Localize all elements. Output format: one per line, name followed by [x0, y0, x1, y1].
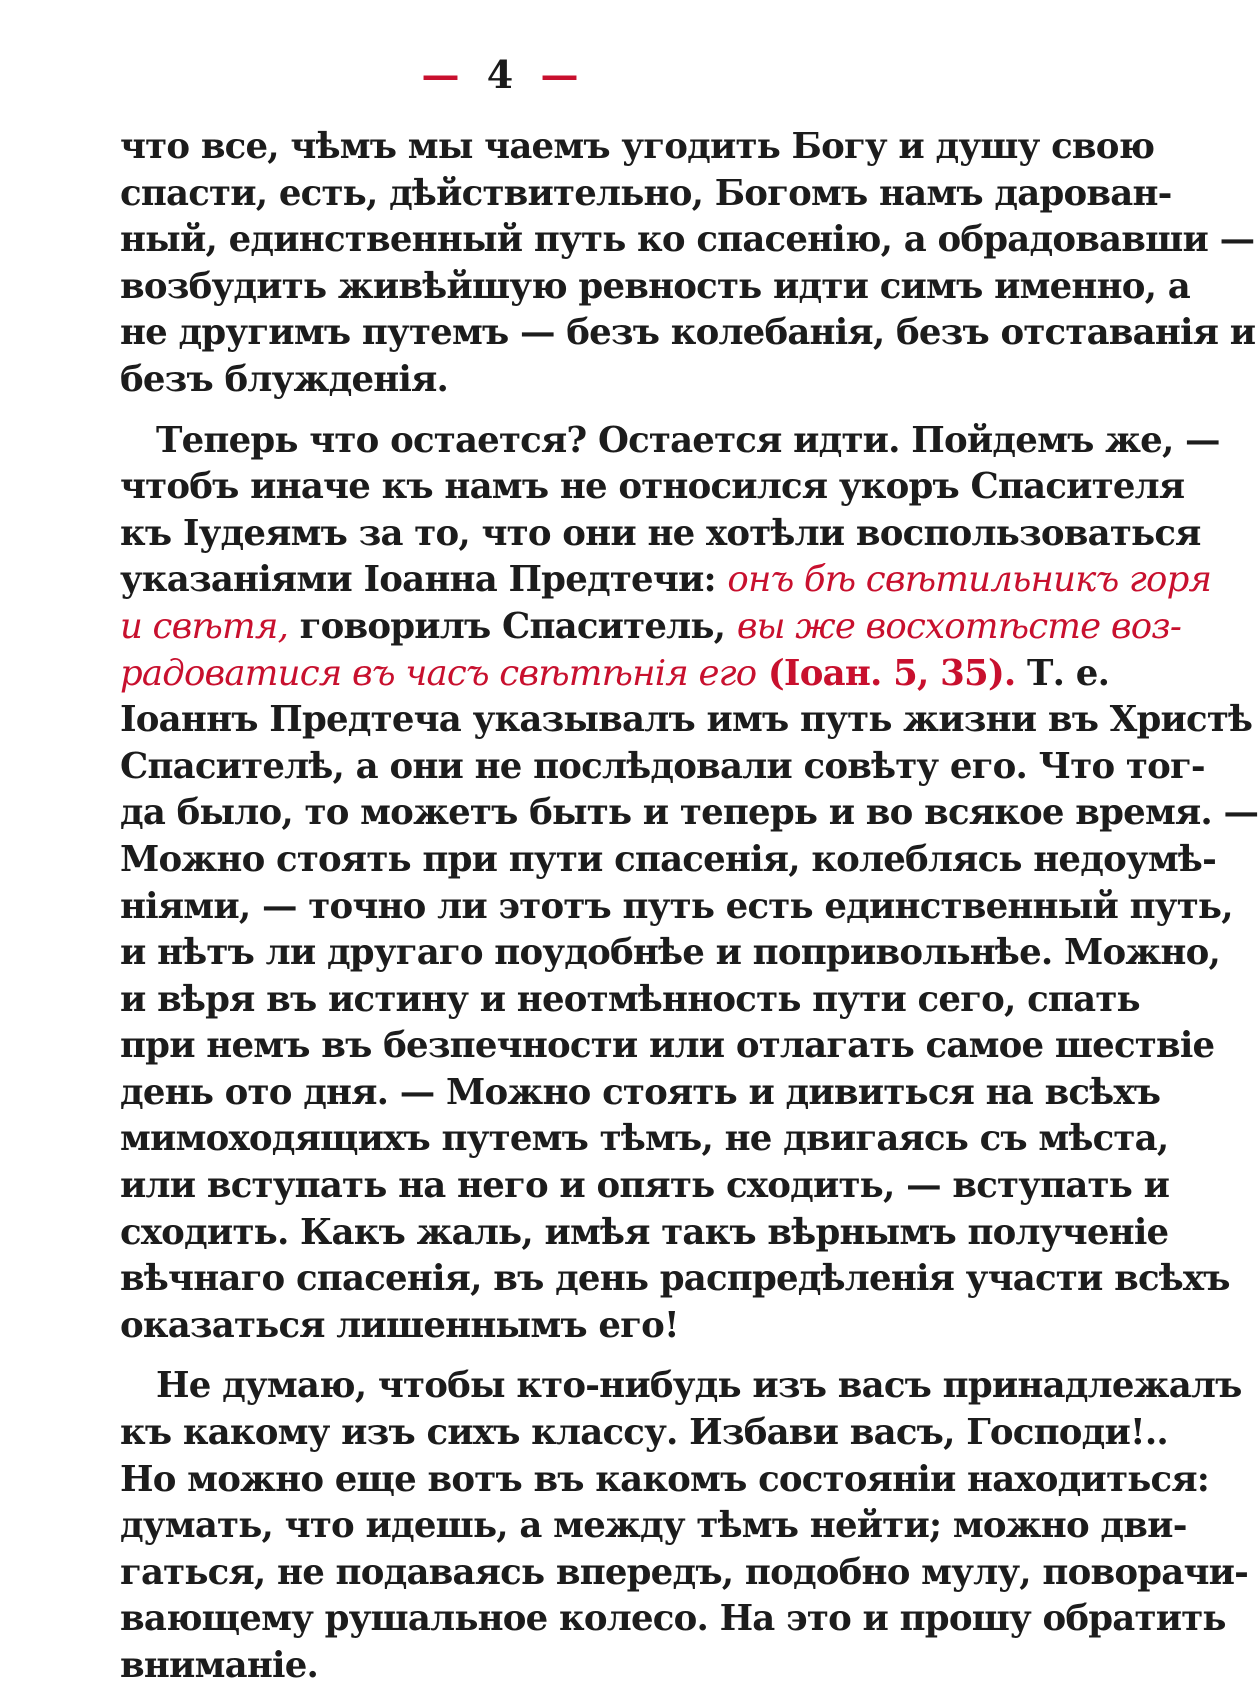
text-segment: Т. е. [1015, 652, 1110, 694]
scripture-quote: вы же восхотѣсте воз- [736, 605, 1182, 647]
text-line: сходить. Какъ жаль, имѣя такъ вѣрнымъ полученіе [120, 1211, 1169, 1253]
text-line: безъ блужденія. [120, 358, 449, 400]
text-line: Теперь что остается? Остается идти. Пойдемъ же, — [156, 419, 1220, 461]
text-line: къ какому изъ сихъ классу. Избави васъ, Господи!.. [120, 1412, 1168, 1454]
text-line: не другимъ путемъ — безъ колебанія, безъ отставанія и [120, 312, 1256, 354]
paragraph-3 [120, 1363, 1249, 1689]
text-line: спасти, есть, дѣйствительно, Богомъ намъ дарован- [120, 172, 1172, 214]
header-dash-right: — [540, 52, 579, 97]
text-segment: указаніями Іоанна Предтечи: [120, 559, 728, 601]
text-line: чтобъ иначе къ намъ не относился укоръ Спасителя [120, 466, 1185, 508]
scripture-quote: онъ бѣ свѣтильникъ горя [727, 559, 1212, 601]
text-line: вниманіе. [120, 1645, 319, 1686]
text-line: Но можно еще вотъ въ какомъ состояніи находиться: [120, 1458, 1210, 1500]
text-line [120, 604, 1182, 651]
text-line: Не думаю, чтобы кто-нибудь изъ васъ принадлежалъ [156, 1365, 1242, 1407]
body-text [120, 124, 1258, 1690]
text-line: Іоаннъ Предтеча указывалъ имъ путь жизни въ Христѣ [120, 699, 1253, 741]
text-line: думать, что идешь, а между тѣмъ нейти; можно дви- [120, 1505, 1187, 1547]
text-line: вѣчнаго спасенія, въ день распредѣленія участи всѣхъ [120, 1258, 1230, 1300]
text-line: и вѣря въ истину и неотмѣнность пути сего, спать [120, 978, 1140, 1020]
scripture-quote: и свѣтя, [120, 605, 289, 647]
text-line: ніями, — точно ли этотъ путь есть единственный путь, [120, 885, 1233, 927]
text-line: Спасителѣ, а они не послѣдовали совѣту его. Что тог- [120, 745, 1205, 787]
scripture-reference: (Іоан. 5, 35). [756, 652, 1016, 694]
text-line: да было, то можетъ быть и теперь и во всякое время. — [120, 792, 1258, 834]
text-line [120, 557, 1212, 604]
text-line: при немъ въ безпечности или отлагать самое шествіе [120, 1025, 1215, 1067]
text-line: къ Іудеямъ за то, что они не хотѣли воспользоваться [120, 512, 1201, 554]
header-dash-left: — [421, 52, 460, 97]
text-line: гаться, не подаваясь впередъ, подобно мулу, поворачи- [120, 1551, 1249, 1593]
text-line: день ото дня. — Можно стоять и дивиться на всѣхъ [120, 1071, 1161, 1113]
paragraph-1 [120, 124, 1256, 404]
paragraph-2 [120, 418, 1258, 1350]
text-line: и нѣтъ ли другаго поудобнѣе и попривольнѣе. Можно, [120, 932, 1221, 974]
text-segment: говорилъ Спаситель, [288, 605, 737, 647]
text-line: оказаться лишеннымъ его! [120, 1304, 679, 1346]
text-line: возбудить живѣйшую ревность идти симъ именно, а [120, 265, 1190, 307]
text-line: мимоходящихъ путемъ тѣмъ, не двигаясь съ мѣста, [120, 1118, 1169, 1160]
text-line: вающему рушальное колесо. На это и прошу обратить [120, 1598, 1226, 1640]
text-line: Можно стоять при пути спасенія, колеблясь недоумѣ- [120, 838, 1217, 880]
text-line: что все, чѣмъ мы чаемъ угодить Богу и душу свою [120, 126, 1155, 167]
page-number: 4 [486, 52, 514, 97]
scripture-quote: радоватися въ часъ свѣтѣнія его [120, 652, 757, 694]
text-line: или вступать на него и опять сходить, — вступать и [120, 1165, 1170, 1207]
text-line [120, 651, 1110, 698]
page-header [0, 52, 1000, 97]
text-line: ный, единственный путь ко спасенію, а обрадовавши — [120, 219, 1255, 261]
